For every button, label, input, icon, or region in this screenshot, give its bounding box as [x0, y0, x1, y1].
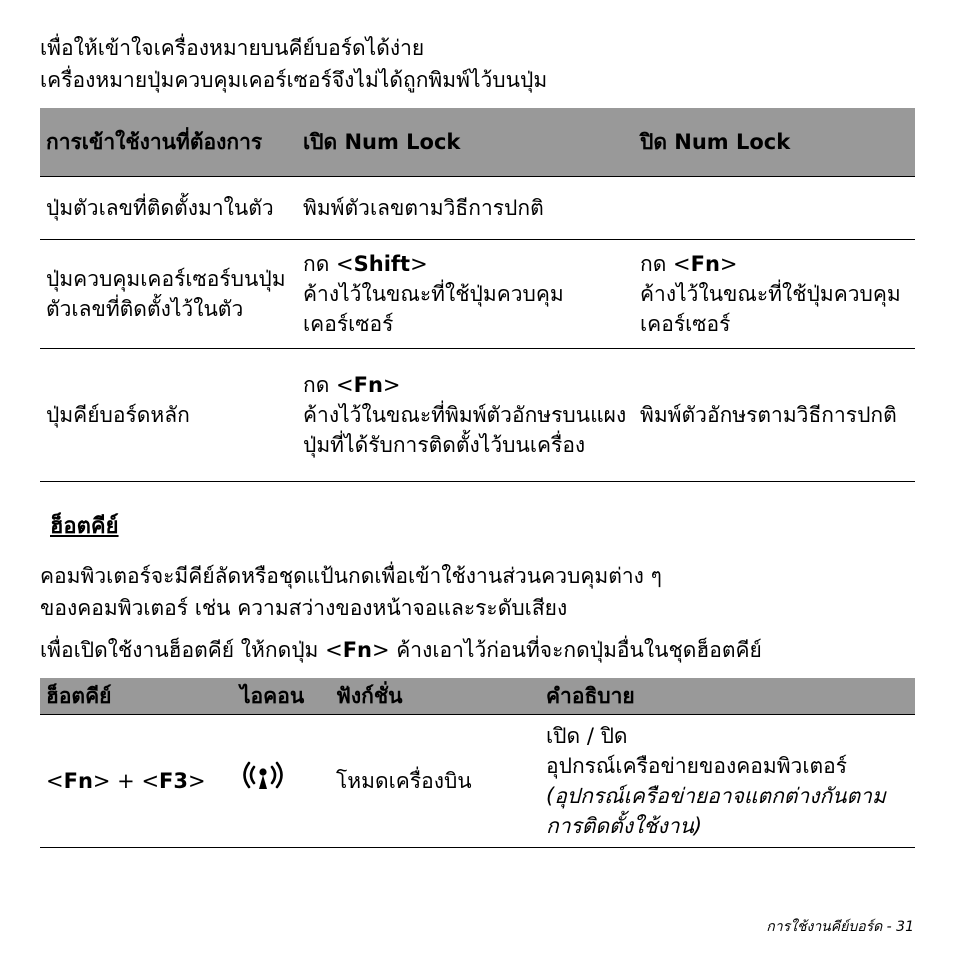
hotkey-table	[40, 678, 915, 848]
wireless-network-icon	[240, 776, 286, 800]
key-suffix: >	[410, 252, 428, 276]
key-prefix: กด <	[640, 252, 691, 276]
key-suffix: >	[382, 373, 401, 397]
key-bracket: <	[46, 769, 64, 793]
numlock-on-text: ค้างไว้ในขณะที่พิมพ์ตัวอักษรบนแผงปุ่มที่ได้รับการติดตั้งไว้บนเครื่อง	[303, 403, 627, 457]
header-numlock-off: ปิด Num Lock	[634, 108, 915, 177]
table-row	[40, 349, 915, 482]
icon-cell	[234, 715, 330, 848]
instruction-before: เพื่อเปิดใช้งานฮ็อตคีย์ ให้กดปุ่ม <	[40, 638, 343, 662]
instruction-key: Fn	[342, 638, 372, 662]
numlock-off-cell	[634, 240, 915, 349]
key-name: Fn	[690, 252, 720, 276]
table-row	[40, 715, 915, 848]
access-cell: ปุ่มควบคุมเคอร์เซอร์บนปุ่มตัวเลขที่ติดตั้งไว้ในตัว	[46, 267, 286, 321]
intro-line-2: เครื่องหมายปุ่มควบคุมเคอร์เซอร์จึงไม่ได้ถูกพิมพ์ไว้บนปุ่ม	[40, 68, 548, 92]
key-name: Fn	[353, 373, 383, 397]
table-row	[40, 177, 915, 240]
hotkey-description-line-1: คอมพิวเตอร์จะมีคีย์ลัดหรือชุดแป้นกดเพื่อเข้าใช้งานส่วนควบคุมต่าง ๆ	[40, 564, 662, 588]
hotkey-cell	[40, 715, 234, 848]
numlock-on-cell	[297, 349, 634, 482]
key-combo-separator: > + <	[92, 769, 160, 793]
hotkey-description-line-2: ของคอมพิวเตอร์ เช่น ความสว่างของหน้าจอและระดับเสียง	[40, 596, 568, 620]
numlock-on-text: ค้างไว้ในขณะที่ใช้ปุ่มควบคุมเคอร์เซอร์	[303, 282, 564, 336]
numlock-off-text: ค้างไว้ในขณะที่ใช้ปุ่มควบคุมเคอร์เซอร์	[640, 282, 901, 336]
instruction-after: > ค้างเอาไว้ก่อนที่จะกดปุ่มอื่นในชุดฮ็อตคีย์	[371, 638, 762, 662]
description-line-1: เปิด / ปิด	[546, 724, 628, 748]
access-cell: ปุ่มคีย์บอร์ดหลัก	[46, 403, 190, 427]
key-bracket: >	[188, 769, 206, 793]
table-header-row	[40, 108, 915, 177]
description-cell	[540, 715, 915, 848]
table-header-row	[40, 678, 915, 715]
hotkey-description	[40, 560, 662, 624]
header-access: การเข้าใช้งานที่ต้องการ	[40, 108, 297, 177]
header-function: ฟังก์ชั่น	[330, 678, 540, 715]
key-fn: Fn	[63, 769, 93, 793]
description-note: (อุปกรณ์เครือข่ายอาจแตกต่างกันตามการติดตั้งใช้งาน)	[546, 784, 886, 838]
key-f3: F3	[159, 769, 189, 793]
numlock-on-text: พิมพ์ตัวเลขตามวิธีการปกติ	[303, 196, 544, 220]
intro-line-1: เพื่อให้เข้าใจเครื่องหมายบนคีย์บอร์ดได้ง่าย	[40, 36, 425, 60]
header-description: คำอธิบาย	[540, 678, 915, 715]
header-hotkey: ฮ็อตคีย์	[40, 678, 234, 715]
header-numlock-on: เปิด Num Lock	[297, 108, 634, 177]
numlock-on-cell	[297, 240, 634, 349]
numlock-off-text: พิมพ์ตัวอักษรตามวิธีการปกติ	[640, 403, 897, 427]
key-name: Shift	[353, 252, 411, 276]
numlock-table	[40, 108, 915, 482]
hotkey-heading: ฮ็อตคีย์	[50, 514, 119, 539]
header-icon: ไอคอน	[234, 678, 330, 715]
numlock-off-cell	[634, 177, 915, 240]
page-footer: การใช้งานคีย์บอร์ด - 31	[766, 919, 914, 935]
function-cell: โหมดเครื่องบิน	[336, 769, 472, 793]
hotkey-instruction	[40, 634, 762, 666]
numlock-on-cell	[297, 177, 634, 240]
key-prefix: กด <	[303, 373, 354, 397]
intro-text	[40, 32, 547, 96]
description-line-2: อุปกรณ์เครือข่ายของคอมพิวเตอร์	[546, 754, 848, 778]
key-suffix: >	[719, 252, 738, 276]
access-cell: ปุ่มตัวเลขที่ติดตั้งมาในตัว	[46, 196, 274, 220]
key-prefix: กด <	[303, 252, 354, 276]
table-row	[40, 240, 915, 349]
numlock-off-cell	[634, 349, 915, 482]
